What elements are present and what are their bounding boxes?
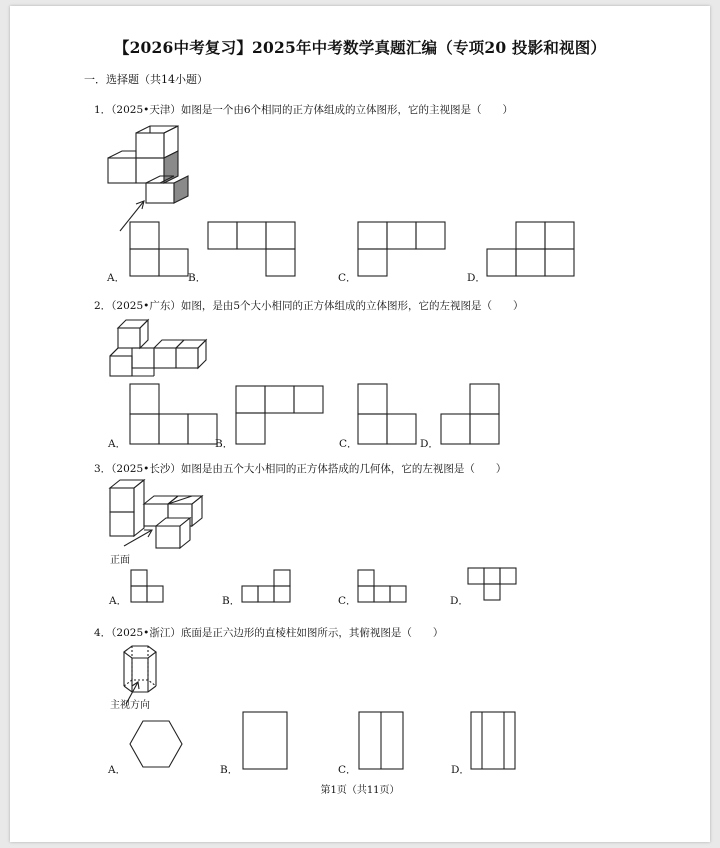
q2-option-d-label[interactable]: D．: [420, 438, 439, 450]
question-4-figure: [118, 642, 178, 704]
question-3-figure: [108, 478, 198, 550]
q3-option-c-figure[interactable]: [358, 568, 412, 604]
q3-option-d-label[interactable]: D．: [450, 595, 469, 607]
document-page: [10, 6, 710, 842]
page-title: 【2026中考复习】2025年中考数学真题汇编（专项20 投影和视图）: [113, 38, 607, 57]
q3-option-b-label[interactable]: B．: [222, 595, 241, 607]
q2-option-c-label[interactable]: C．: [339, 438, 358, 450]
q4-option-c-label[interactable]: C．: [338, 764, 357, 776]
q4-figure-caption: 主视方向: [110, 700, 150, 711]
q2-option-a-figure[interactable]: [130, 382, 222, 446]
q2-option-b-figure[interactable]: [236, 382, 328, 446]
section-heading: 一．选择题（共14小题）: [84, 73, 208, 86]
q1-option-a-label[interactable]: A．: [107, 272, 126, 284]
q3-option-b-figure[interactable]: [242, 568, 296, 604]
question-1-figure: [102, 121, 202, 221]
q3-option-a-figure[interactable]: [131, 568, 167, 604]
q2-option-c-figure[interactable]: [358, 382, 420, 446]
q1-option-a-figure[interactable]: [130, 220, 192, 280]
q4-option-a-label[interactable]: A．: [108, 764, 127, 776]
q1-option-b-figure[interactable]: [208, 220, 300, 280]
q4-option-c-figure[interactable]: [358, 710, 406, 772]
q3-figure-caption: 正面: [110, 555, 130, 566]
q1-option-c-figure[interactable]: [358, 220, 450, 280]
page-footer: 第1页（共11页）: [320, 785, 400, 796]
question-1-text: 1．（2025•天津）如图是一个由6个相同的正方体组成的立体图形，它的主视图是（ ）: [94, 104, 514, 116]
q3-option-c-label[interactable]: C．: [338, 595, 357, 607]
q1-option-d-label[interactable]: D．: [467, 272, 486, 284]
question-2-text: 2．（2025•广东）如图，是由5个大小相同的正方体组成的立体图形，它的左视图是（ ）: [94, 300, 524, 312]
question-3-text: 3．（2025•长沙）如图是由五个大小相同的正方体搭成的几何体，它的左视图是（ ）: [94, 463, 507, 475]
q3-option-a-label[interactable]: A．: [109, 595, 128, 607]
question-2-figure: [108, 318, 208, 380]
q4-option-b-label[interactable]: B．: [220, 764, 239, 776]
q4-option-d-label[interactable]: D．: [451, 764, 470, 776]
q1-option-c-label[interactable]: C．: [338, 272, 357, 284]
q1-option-d-figure[interactable]: [487, 220, 579, 280]
q1-option-b-label[interactable]: B．: [188, 272, 207, 284]
question-4-text: 4．（2025•浙江）底面是正六边形的直棱柱如图所示，其俯视图是（ ）: [94, 627, 444, 639]
q3-option-d-figure[interactable]: [468, 566, 522, 604]
q4-option-a-figure[interactable]: [128, 719, 188, 771]
q2-option-b-label[interactable]: B．: [215, 438, 234, 450]
q2-option-d-figure[interactable]: [441, 382, 503, 446]
q4-option-b-figure[interactable]: [242, 710, 290, 772]
q4-option-d-figure[interactable]: [470, 710, 518, 772]
q2-option-a-label[interactable]: A．: [108, 438, 127, 450]
